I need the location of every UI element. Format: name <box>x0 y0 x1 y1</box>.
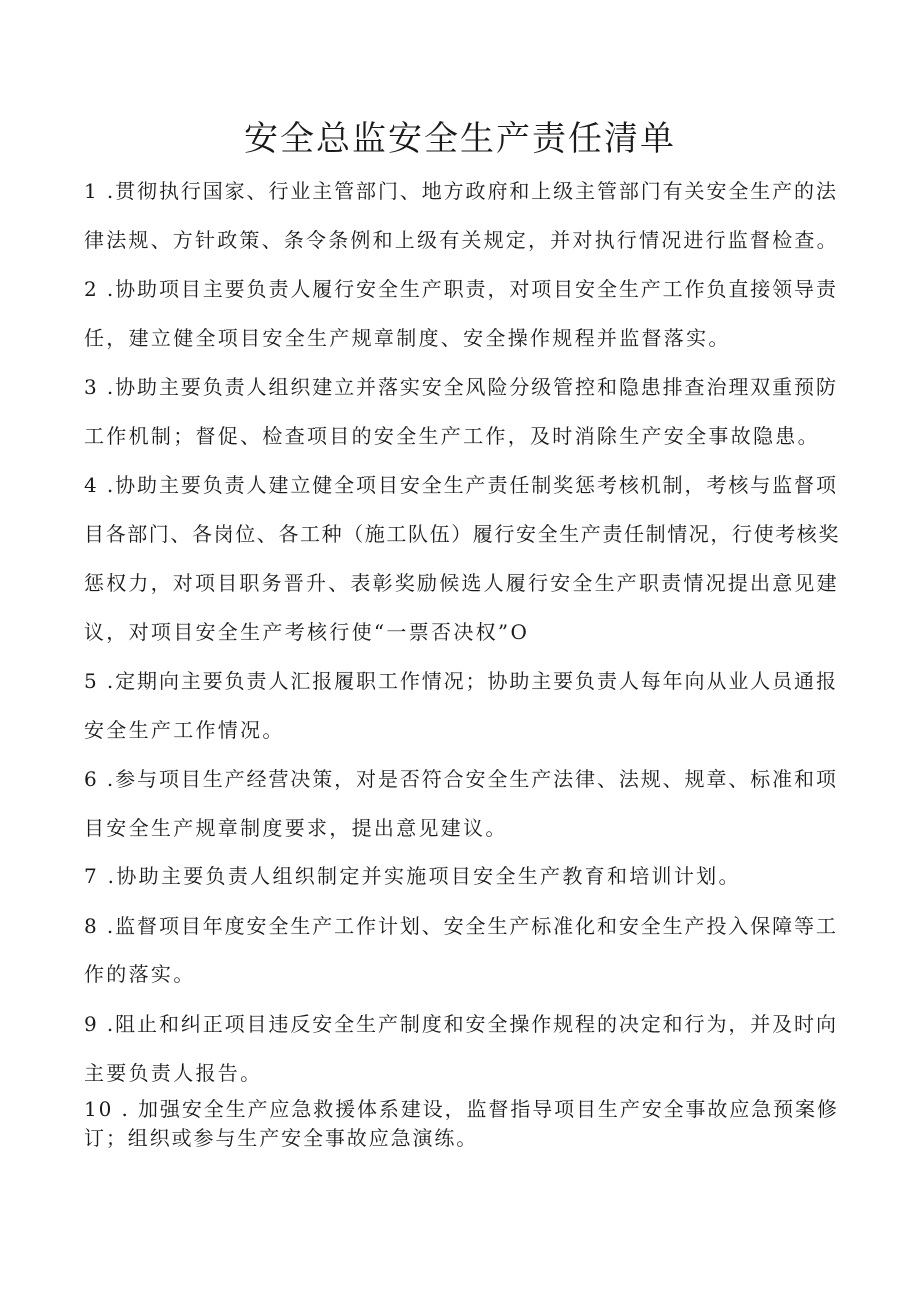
text-line: 7 .协助主要负责人组织制定并实施项目安全生产教育和培训计划。 <box>84 864 741 888</box>
text-line: 目安全生产规章制度要求，提出意见建议。 <box>84 816 508 840</box>
text-line: 律法规、方针政策、条令条例和上级有关规定，并对执行情况进行监督检查。 <box>84 228 839 252</box>
text-line: 任，建立健全项目安全生产规章制度、安全操作规程并监督落实。 <box>84 326 731 350</box>
text-line: 10 . 加强安全生产应急救援体系建设，监督指导项目生产安全事故应急预案修 <box>84 1097 839 1121</box>
text-line: 目各部门、各岗位、各工种（施工队伍）履行安全生产责任制情况，行使考核奖 <box>84 522 840 546</box>
text-line: 6 .参与项目生产经营决策，对是否符合安全生产法律、法规、规章、标准和项 <box>84 767 838 791</box>
text-line: 工作机制；督促、检查项目的安全生产工作，及时消除生产安全事故隐患。 <box>84 424 820 448</box>
text-line: 作的落实。 <box>84 962 196 986</box>
text-line: 5 .定期向主要负责人汇报履职工作情况；协助主要负责人每年向从业人员通报 <box>84 669 838 693</box>
document-title: 安全总监安全生产责任清单 <box>244 119 676 159</box>
text-line: 4 .协助主要负责人建立健全项目安全生产责任制奖惩考核机制，考核与监督项 <box>84 473 838 497</box>
text-line: 3 .协助主要负责人组织建立并落实安全风险分级管控和隐患排查治理双重预防 <box>84 375 838 399</box>
text-line: 订；组织或参与生产安全事故应急演练。 <box>84 1126 479 1150</box>
text-line: 安全生产工作情况。 <box>84 718 285 742</box>
text-line: 8 .监督项目年度安全生产工作计划、安全生产标准化和安全生产投入保障等工 <box>84 914 838 938</box>
text-line: 议，对项目安全生产考核行使“一票否决权”O <box>84 620 530 644</box>
text-line: 惩权力，对项目职务晋升、表彰奖励候选人履行安全生产职责情况提出意见建 <box>84 571 839 595</box>
text-line: 主要负责人报告。 <box>84 1061 263 1085</box>
text-line: 9 .阻止和纠正项目违反安全生产制度和安全操作规程的决定和行为，并及时向 <box>84 1012 838 1036</box>
text-line: 1 .贯彻执行国家、行业主管部门、地方政府和上级主管部门有关安全生产的法 <box>84 179 838 203</box>
text-line: 2 .协助项目主要负责人履行安全生产职责，对项目安全生产工作负直接领导责 <box>84 277 838 301</box>
